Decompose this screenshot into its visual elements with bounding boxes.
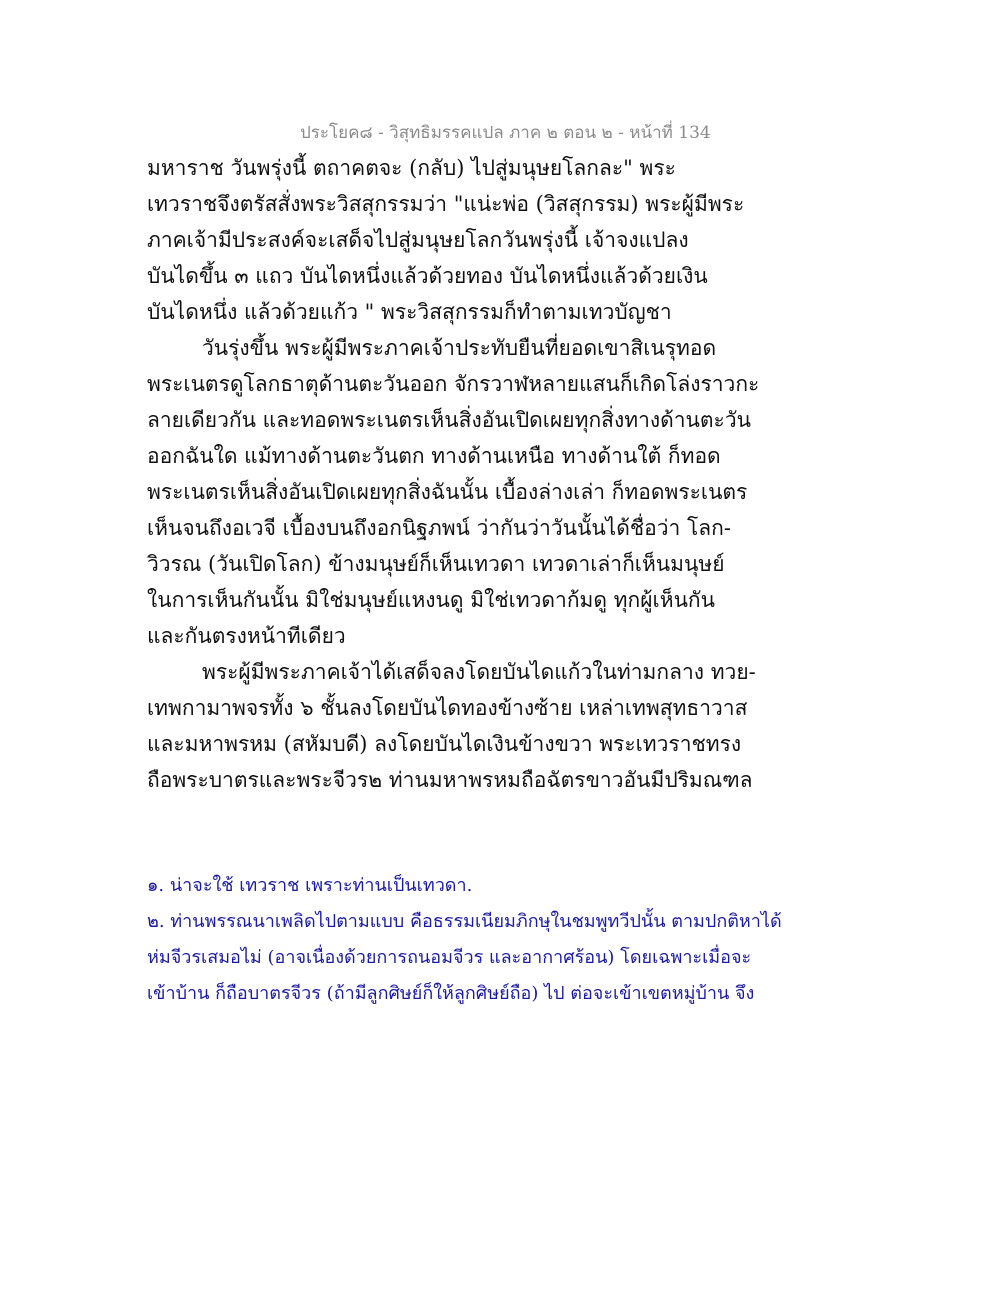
body-line: บันไดขึ้น ๓ แถว บันไดหนึ่งแล้วด้วยทอง บันไดหนึ่งแล้วด้วยเงิน [147,264,708,288]
body-line: และมหาพรหม (สหัมบดี) ลงโดยบันไดเงินข้างขวา พระเทวราชทรง [147,732,742,756]
body-line: ลายเดียวกัน และทอดพระเนตรเห็นสิ่งอันเปิดเผยทุกสิ่งทางด้านตะวัน [147,408,751,432]
body-line: มหาราช วันพรุ่งนี้ ตถาคตจะ (กลับ) ไปสู่มนุษยโลกละ" พระ [147,156,676,180]
body-line: ถือพระบาตรและพระจีวร๒ ท่านมหาพรหมถือฉัตรขาวอันมีปริมณฑล [147,768,753,792]
body-line: วิวรณ (วันเปิดโลก) ข้างมนุษย์ก็เห็นเทวดา เทวดาเล่าก็เห็นมนุษย์ [147,552,725,576]
body-line: พระเนตรเห็นสิ่งอันเปิดเผยทุกสิ่งฉันนั้น เบื้องล่างเล่า ก็ทอดพระเนตร [147,480,748,504]
footnote-2-continued: เข้าบ้าน ก็ถือบาตรจีวร (ถ้ามีลูกศิษย์ก็ให้ลูกศิษย์ถือ) ไป ต่อจะเข้าเขตหมู่บ้าน จึง [147,983,755,1004]
body-text [147,150,760,798]
body-line: ภาคเจ้ามีประสงค์จะเสด็จไปสู่มนุษยโลกวันพรุ่งนี้ เจ้าจงแปลง [147,228,689,252]
paragraph-start-line: พระผู้มีพระภาคเจ้าได้เสด็จลงโดยบันไดแก้วในท่ามกลาง ทวย- [202,660,756,684]
footnote-2-continued: ห่มจีวรเสมอไม่ (อาจเนื่องด้วยการถนอมจีวร และอากาศร้อน) โดยเฉพาะเมื่อจะ [147,947,752,968]
body-line: เทวราชจึงตรัสสั่งพระวิสสุกรรมว่า "แน่ะพ่อ (วิสสุกรรม) พระผู้มีพระ [147,192,745,216]
footnote-2: ๒. ท่านพรรณนาเพลิดไปตามแบบ คือธรรมเนียมภิกษุในชมพูทวีปนั้น ตามปกติหาได้ [147,911,782,932]
body-line: เห็นจนถึงอเวจี เบื้องบนถึงอกนิฐภพน์ ว่ากันว่าวันนั้นได้ชื่อว่า โลก- [147,516,731,540]
body-line: บันไดหนึ่ง แล้วด้วยแก้ว " พระวิสสุกรรมก็ทำตามเทวบัญชา [147,300,672,324]
body-line: ออกฉันใด แม้ทางด้านตะวันตก ทางด้านเหนือ ทางด้านใต้ ก็ทอด [147,444,721,468]
body-line: พระเนตรดูโลกธาตุด้านตะวันออก จักรวาฬหลายแสนก็เกิดโล่งราวกะ [147,372,760,396]
body-line: เทพกามาพจรทั้ง ๖ ชั้นลงโดยบันไดทองข้างซ้าย เหล่าเทพสุทธาวาส [147,696,748,720]
paragraph-start-line: วันรุ่งขึ้น พระผู้มีพระภาคเจ้าประทับยืนที่ยอดเขาสิเนรุทอด [202,336,717,360]
running-header: ประโยค๘ - วิสุทธิมรรคแปล ภาค ๒ ตอน ๒ - หน้าที่ 134 [300,123,711,143]
footnotes [147,868,787,1012]
body-line: ในการเห็นกันนั้น มิใช่มนุษย์แหงนดู มิใช่เทวดาก้มดู ทุกผู้เห็นกัน [147,588,715,612]
body-line: และกันตรงหน้าทีเดียว [147,624,346,648]
footnote-1: ๑. น่าจะใช้ เทวราช เพราะท่านเป็นเทวดา. [147,875,473,896]
